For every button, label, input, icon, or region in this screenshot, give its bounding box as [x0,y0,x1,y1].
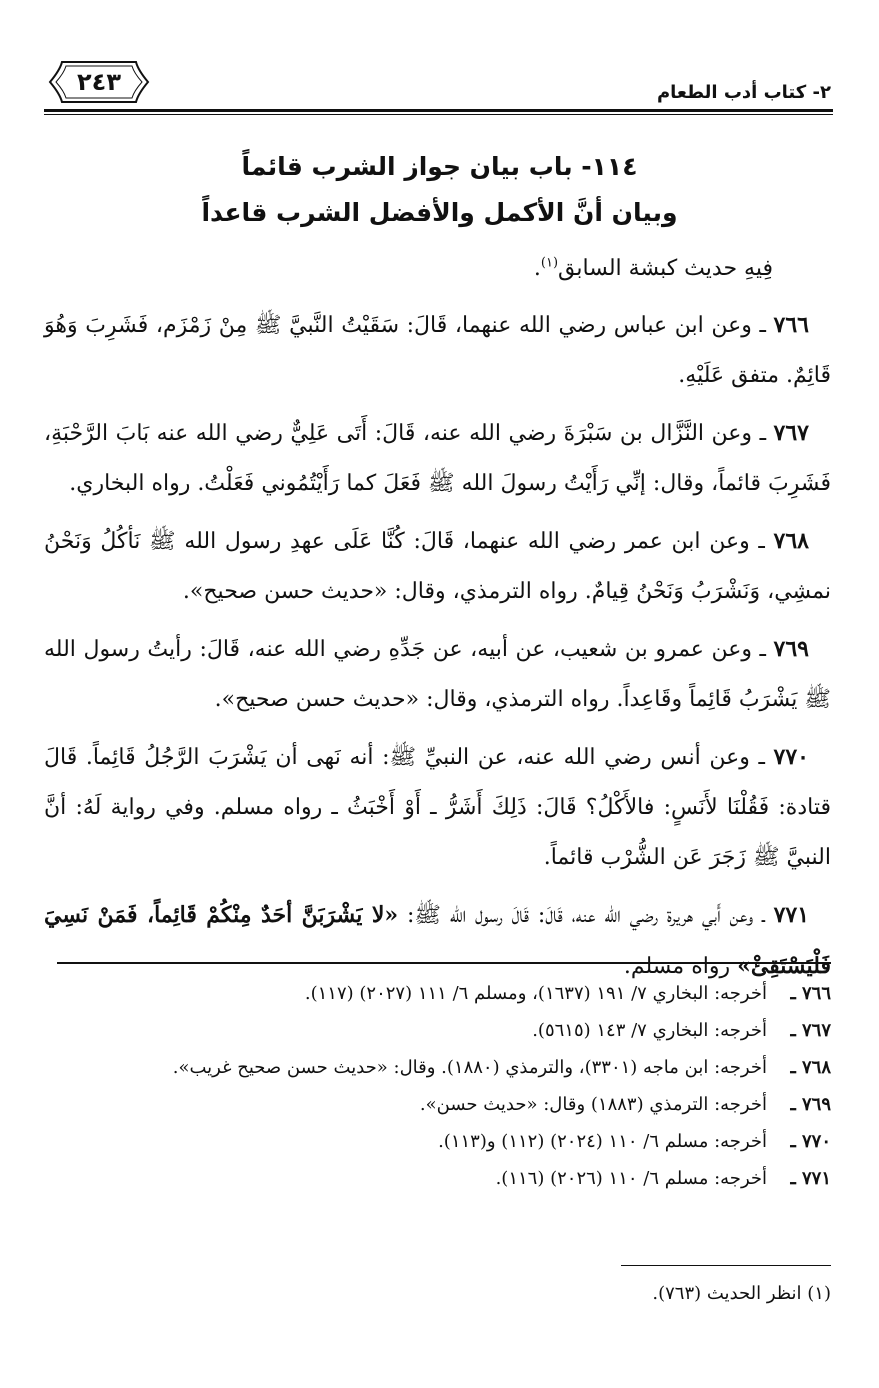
hadith-text: ـ وعن النَّزَّال بن سَبْرَةَ رضي الله عنه، قَالَ: أَتَى عَلِيٌّ رضي الله عنه بَابَ الرَّحْبَةِ، فَشَرِبَ قائماً، وقال: إنِّي رَأَيْتُ رسولَ الله ﷺ فَعَلَ كما رَأَيْتُمُوني فَعَلْتُ. رواه البخاري. [44,421,831,496]
hadith-number: ٧٦٩ [773,636,809,662]
footnote-divider [621,1265,831,1266]
note-number: ٧٦٩ ـ [790,1094,831,1115]
note-number: ٧٦٦ ـ [790,983,831,1004]
footnote: (١) انظر الحديث (٧٦٣). [652,1283,831,1304]
hadith-number: ٧٧٠ [773,744,809,770]
hadith-number: ٧٦٦ [773,312,809,338]
hadith-number: ٧٦٧ [773,420,809,446]
hadith-text: ـ وعن عمرو بن شعيب، عن أبيه، عن جَدِّهِ رضي الله عنه، قَالَ: رأيتُ رسول الله ﷺ يَشْرَبُ قَائِماً وقَاعِداً. رواه الترمذي، وقال: «حديث حسن صحيح». [44,637,831,712]
note-text: أخرجه: ابن ماجه (٣٣٠١)، والترمذي (١٨٨٠). وقال: «حديث حسن صحيح غريب». [172,1057,767,1078]
note-text: أخرجه: مسلم ٦/ ١١٠ (٢٠٢٦) (١١٦). [495,1168,767,1189]
hadith-767 [44,408,831,509]
chapter-intro [44,244,773,294]
note-row [44,1161,831,1197]
hadith-source: رواه مسلم. [623,954,738,979]
note-number: ٧٦٨ ـ [790,1057,831,1078]
running-header-title: ٢- كتاب أدب الطعام [656,82,831,103]
note-text: أخرجه: البخاري ٧/ ١٤٣ (٥٦١٥). [532,1020,767,1041]
hadith-text: ـ وعن ابن عمر رضي الله عنهما، قَالَ: كُنَّا عَلَى عهدِ رسول الله ﷺ نَأكُلُ وَنَحْنُ نمشِي، وَنَشْرَبُ وَنَحْنُ قِيامٌ. رواه الترمذي، وقال: «حديث حسن صحيح». [44,529,831,604]
hadith-766 [44,300,831,401]
note-row [44,976,831,1012]
note-number: ٧٧١ ـ [790,1168,831,1189]
note-row [44,1050,831,1086]
hadith-769 [44,624,831,725]
main-text [44,244,831,999]
note-text: أخرجه: الترمذي (١٨٨٣) وقال: «حديث حسن». [419,1094,767,1115]
hadith-number: ٧٦٨ [773,528,809,554]
takhrij-notes [44,976,831,1198]
note-row [44,1124,831,1160]
note-text: أخرجه: البخاري ٧/ ١٩١ (١٦٣٧)، ومسلم ٦/ ١١١ (٢٠٢٧) (١١٧). [304,983,767,1004]
page-number: ٢٤٣ [77,68,121,96]
prophetic-quote: «لا يَشْرَبَنَّ أحَدٌ مِنْكُمْ قَائِماً، فَمَنْ نَسِيَ فَلْيَسْتَقِئْ» [44,902,831,979]
hadith-770 [44,732,831,883]
hadith-768 [44,516,831,617]
hadith-text: ـ وعن أنس رضي الله عنه، عن النبيِّ ﷺ: أنه نَهى أن يَشْرَبَ الرَّجُلُ قَائِماً. قَالَ قتادة: فَقُلْنَا لأَنَسٍ: فالأَكْلُ؟ قَالَ: ذَلِكَ أَشَرُّ ـ أَوْ أَخْبَثُ ـ رواه مسلم. وفي رواية لَهُ: أنَّ النبيَّ ﷺ زَجَرَ عَن الشُّرْب قائماً. [44,745,831,870]
note-number: ٧٧٠ ـ [790,1131,831,1152]
hadith-text: ـ وعن أَبي هريرة رضي الله عنه، قَالَ: قَالَ رسول الله ﷺ: [398,903,774,928]
page-number-badge [48,60,150,104]
header-rule [44,109,833,112]
note-text: أخرجه: مسلم ٦/ ١١٠ (٢٠٢٤) (١١٢) و(١١٣). [438,1131,767,1152]
notes-divider [57,962,831,964]
note-row [44,1087,831,1123]
intro-text: فِيهِ حديث كبشة السابق [558,256,773,281]
chapter-subtitle: وبيان أنَّ الأكمل والأفضل الشرب قاعداً [201,198,678,227]
note-row [44,1013,831,1049]
header-rule-thin [44,114,833,115]
chapter-title: ١١٤- باب بيان جواز الشرب قائماً [241,152,638,181]
note-number: ٧٦٧ ـ [790,1020,831,1041]
hadith-number: ٧٧١ [773,902,810,928]
intro-end: . [533,256,541,281]
hadith-text: ـ وعن ابن عباس رضي الله عنهما، قَالَ: سَقَيْتُ النَّبيَّ ﷺ مِنْ زَمْزَم، فَشَرِبَ وَهُوَ قَائِمٌ. متفق عَلَيْهِ. [44,313,831,388]
footnote-marker: (١) [540,255,559,271]
